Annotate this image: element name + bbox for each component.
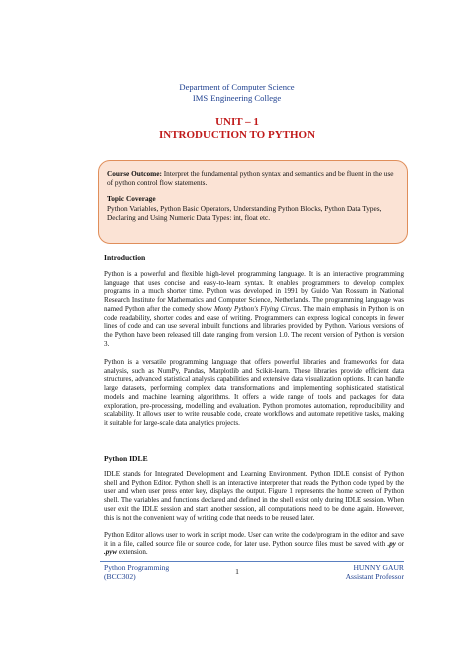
page-number: 1 (235, 567, 239, 576)
footer-author-name: HUNNY GAUR (353, 563, 404, 572)
topic-coverage-label: Topic Coverage (107, 194, 156, 204)
footer-course-name: Python Programming (104, 563, 170, 572)
department-name: Department of Computer Science (179, 82, 295, 92)
unit-heading (0, 116, 474, 142)
footer-author-title: Assistant Professor (345, 572, 404, 582)
course-outcome-label: Course Outcome: (107, 169, 162, 178)
python-idle-paragraph-1: IDLE stands for Integrated Development and Learning Environment. Python IDLE consist of Python shell and Python Editor. Python shell is an interactive interpreter that reads the Python code typed by the user and when user press enter key, displays the output. Figure 1 represents the home screen of Python shell. The variables and functions declared and defined in the shell exist only during IDLE session. When user exit the IDLE session and start another session, all computations need to be done again. However, this is not the convenient way of writing code that needs to be reused later. (104, 470, 404, 522)
topic-coverage-text: Python Variables, Python Basic Operators, Understanding Python Blocks, Python Data Types, Declaring and Using Numeric Data Types: int, float etc. (107, 203, 382, 222)
introduction-heading: Introduction (104, 253, 146, 262)
python-idle-paragraph-2: Python Editor allows user to work in script mode. User can write the code/program in the editor and save it in a file, called source file or source code, for later use. Python source files must be saved with .py or .pyw extension. (104, 531, 405, 557)
introduction-paragraph-2: Python is a versatile programming language that offers powerful libraries and frameworks for data analysis, such as NumPy, Pandas, Matplotlib and Scikit-learn. These libraries provide efficient data structures, advanced statistical analysis capabilities and extensive data visualization options. It can handle large datasets, performing complex data transformations and implementing sophisticated statistical models and machine learning algorithms. It offers a wide range of tools and packages for data exploration, pre-processing, modelling and evaluation. Python promotes automation, reproducibility and scalability. It allows user to write reusable code, create workflows and automate repetitive tasks, making it suitable for large-scale data analytics projects. (104, 358, 404, 427)
college-name: IMS Engineering College (192, 92, 282, 103)
footer-author (346, 563, 404, 582)
footer-course-code: (BCC302) (104, 572, 136, 582)
course-outcome-text: Interpret the fundamental python syntax and semantics and be fluent in the use of python control flow statements. (107, 169, 394, 188)
course-outcome (107, 169, 400, 187)
unit-number: UNIT – 1 (215, 116, 259, 128)
unit-title: INTRODUCTION TO PYTHON (158, 129, 316, 141)
introduction-paragraph-1: Python is a powerful and flexible high-level programming language. It is an interactive programming language that uses concise and easy-to-learn syntax. It enables programmers to develop complex programs in a much shorter time. Python was developed in 1991 by Guido Van Rossum in National Research Institute for Mathematics and Computer Science, Netherlands. The programming language was named Python after the comedy show Monty Python's Flying Circus. The main emphasis in Python is on code readability, shorter codes and ease of writing. Programmers can express logical concepts in fewer lines of code and can use several inbuilt functions and libraries provided by Python. Various versions of the Python have been released till date ranging from version 1.0. The recent version of Python is version 3. (104, 270, 404, 348)
footer-divider (100, 561, 404, 562)
course-outcome-box (98, 160, 408, 244)
python-idle-heading: Python IDLE (104, 454, 148, 463)
page-header (0, 82, 474, 103)
